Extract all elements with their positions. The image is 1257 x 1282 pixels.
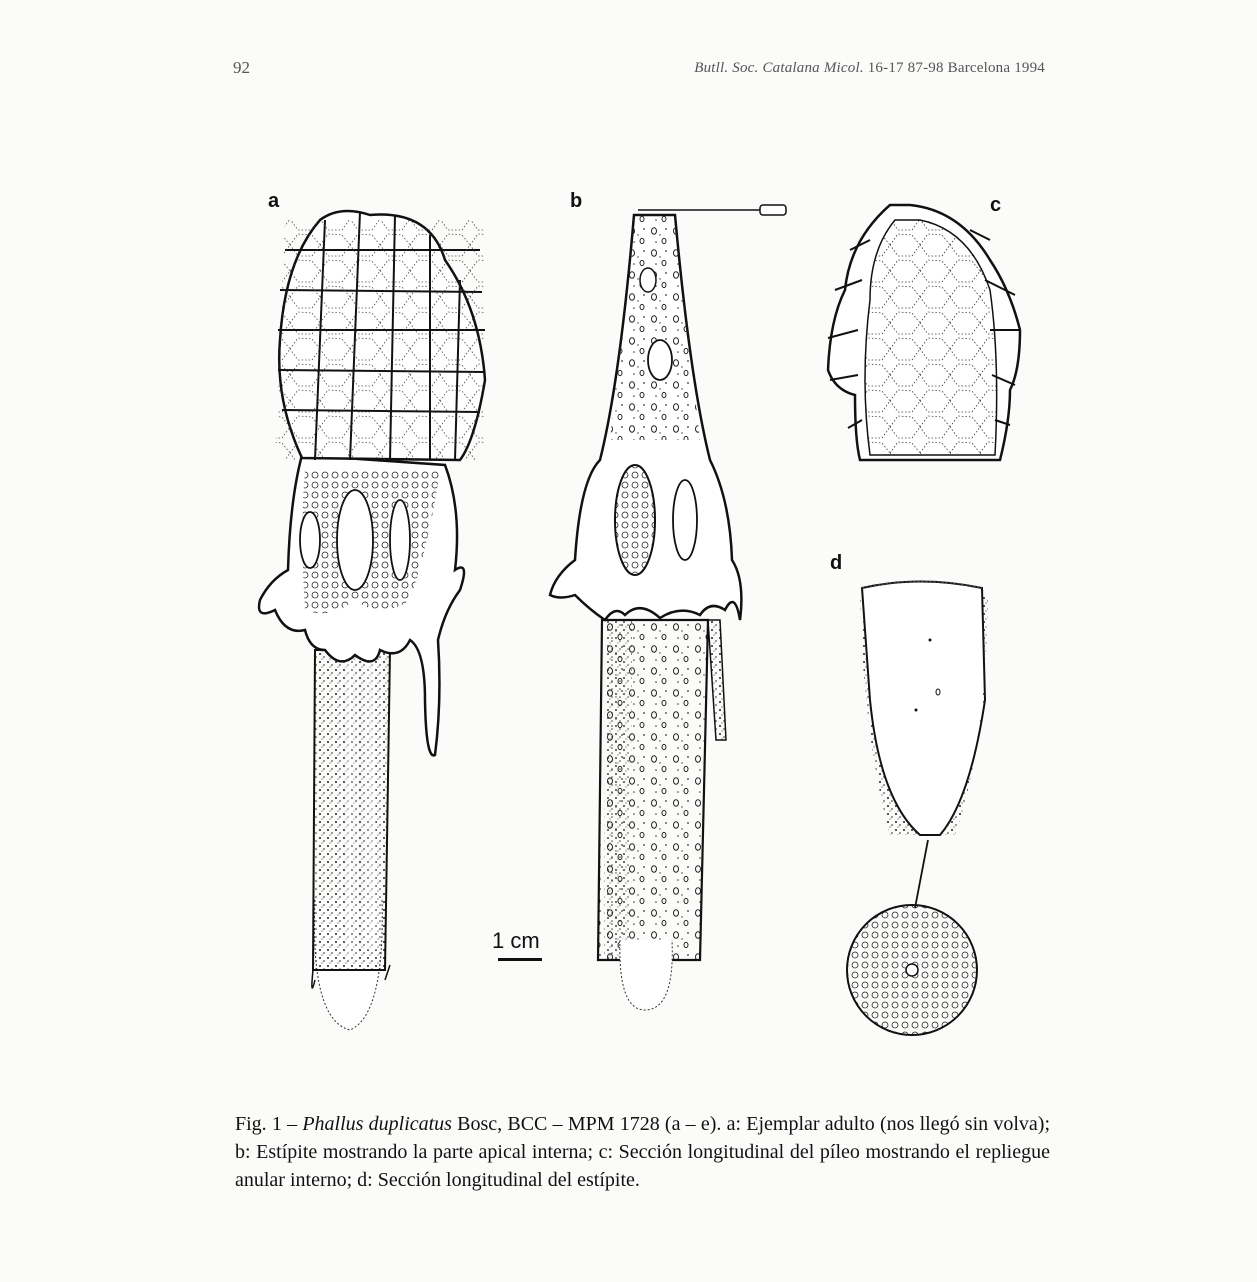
figure-drawing bbox=[230, 180, 1050, 1050]
volume-pages: 16-17 87-98 bbox=[867, 60, 944, 76]
panel-label-d: d bbox=[830, 552, 843, 574]
caption-species: Phallus duplicatus bbox=[302, 1113, 452, 1135]
caption-text: Bosc, BCC – MPM 1728 (a – e). a: Ejemplar adulto (nos llegó sin volva); b: Estípite mostrando la parte apical interna; c: Sección longitudinal del píleo mostrando el repliegue anular interno; d: Sección longitudinal del estípite. bbox=[235, 1113, 1050, 1191]
specimen-b-drawing bbox=[550, 205, 786, 1010]
panel-label-c: c bbox=[990, 194, 1002, 216]
journal-title: Butll. Soc. Catalana Micol. bbox=[694, 60, 864, 76]
place-year: Barcelona 1994 bbox=[947, 60, 1045, 76]
specimen-c-drawing bbox=[828, 205, 1020, 460]
specimen-a-drawing bbox=[259, 211, 485, 1030]
running-head bbox=[694, 60, 1045, 77]
page-number: 92 bbox=[233, 58, 250, 77]
caption-prefix: Fig. 1 – bbox=[235, 1113, 303, 1135]
panel-label-a: a bbox=[268, 190, 280, 212]
panel-label-b: b bbox=[570, 190, 583, 212]
figure-caption bbox=[235, 1110, 1050, 1194]
scale-bar-label: 1 cm bbox=[492, 928, 540, 953]
page-header bbox=[233, 58, 1045, 88]
scale-bar bbox=[498, 958, 542, 961]
specimen-d-drawing bbox=[847, 582, 988, 1036]
figure-1 bbox=[230, 180, 1050, 1050]
